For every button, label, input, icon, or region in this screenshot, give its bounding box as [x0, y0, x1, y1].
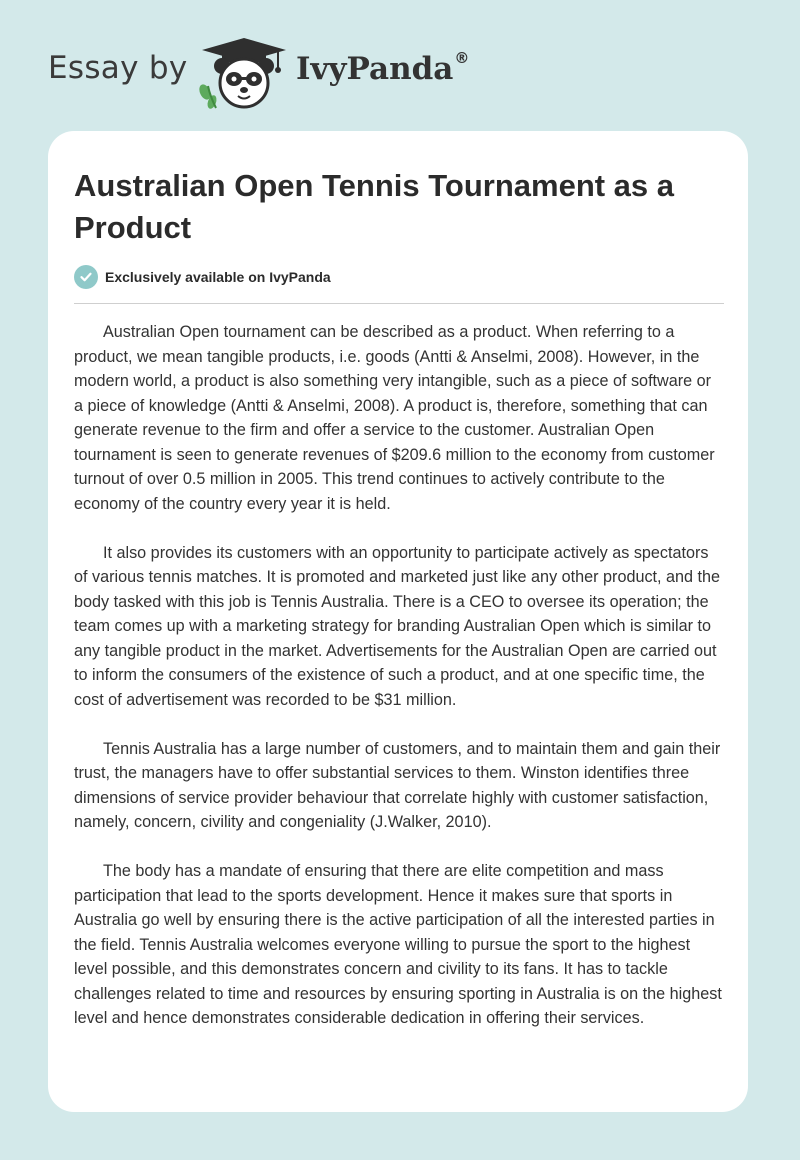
divider: [74, 303, 724, 304]
article-body: [74, 320, 724, 1055]
paragraph: Tennis Australia has a large number of customers, and to maintain them and gain their trust, the managers have to offer substantial services to them. Winston identifies three dimensions of service provider behaviour that correlate highly with customer satisfaction, namely, concern, civility and congeniality (J.Walker, 2010).: [74, 739, 721, 831]
registered-mark: ®: [454, 49, 470, 67]
badge-text: Exclusively available on IvyPanda: [105, 269, 331, 285]
site-header: [48, 34, 548, 114]
paragraph: The body has a mandate of ensuring that there are elite competition and mass participation that lead to the sports development. Hence it makes sure that sports in Australia go well by ensuring there is the active participation of all the interested parties in the field. Tennis Australia welcomes everyone willing to pursue the sport to the highest level possible, and this demonstrates concern and civility to its fans. It has to tackle challenges related to time and resources by ensuring sporting in Australia is on the highest level and hence demonstrates considerable dedication in offering their services.: [74, 862, 722, 1027]
check-icon: [74, 265, 98, 289]
essay-by-label: Essay by: [48, 50, 188, 86]
paragraph: It also provides its customers with an opportunity to participate actively as spectators of various tennis matches. It is promoted and marketed just like any other product, and the body tasked with this job is Tennis Australia. There is a CEO to oversee its operation; the team comes up with a marketing strategy for branding Australian Open which is similar to any tangible product in the market. Advertisements for the Australian Open are carried out to inform the consumers of the existence of such a product, and at one specific time, the cost of advertisement was recorded to be $31 million.: [74, 543, 721, 709]
panda-graduate-logo-icon[interactable]: [198, 34, 290, 112]
article-title: Australian Open Tennis Tournament as a Product: [74, 168, 675, 245]
article-card: [48, 131, 748, 1112]
exclusive-badge: [74, 265, 331, 289]
paragraph: Australian Open tournament can be described as a product. When referring to a product, we mean tangible products, i.e. goods (Antti & Anselmi, 2008). However, in the modern world, a product is also something very intangible, such as a piece of software or a piece of knowledge (Antti & Anselmi, 2008). A product is, therefore, something that can generate revenue to the firm and offer a service to the customer. Australian Open tournament is seen to generate revenues of $209.6 million to the economy from customer turnout of over 0.5 million in 2005. This trend continues to actively contribute to the economy of the country every year it is held.: [74, 323, 715, 513]
brand-name[interactable]: IvyPanda®: [296, 49, 470, 87]
